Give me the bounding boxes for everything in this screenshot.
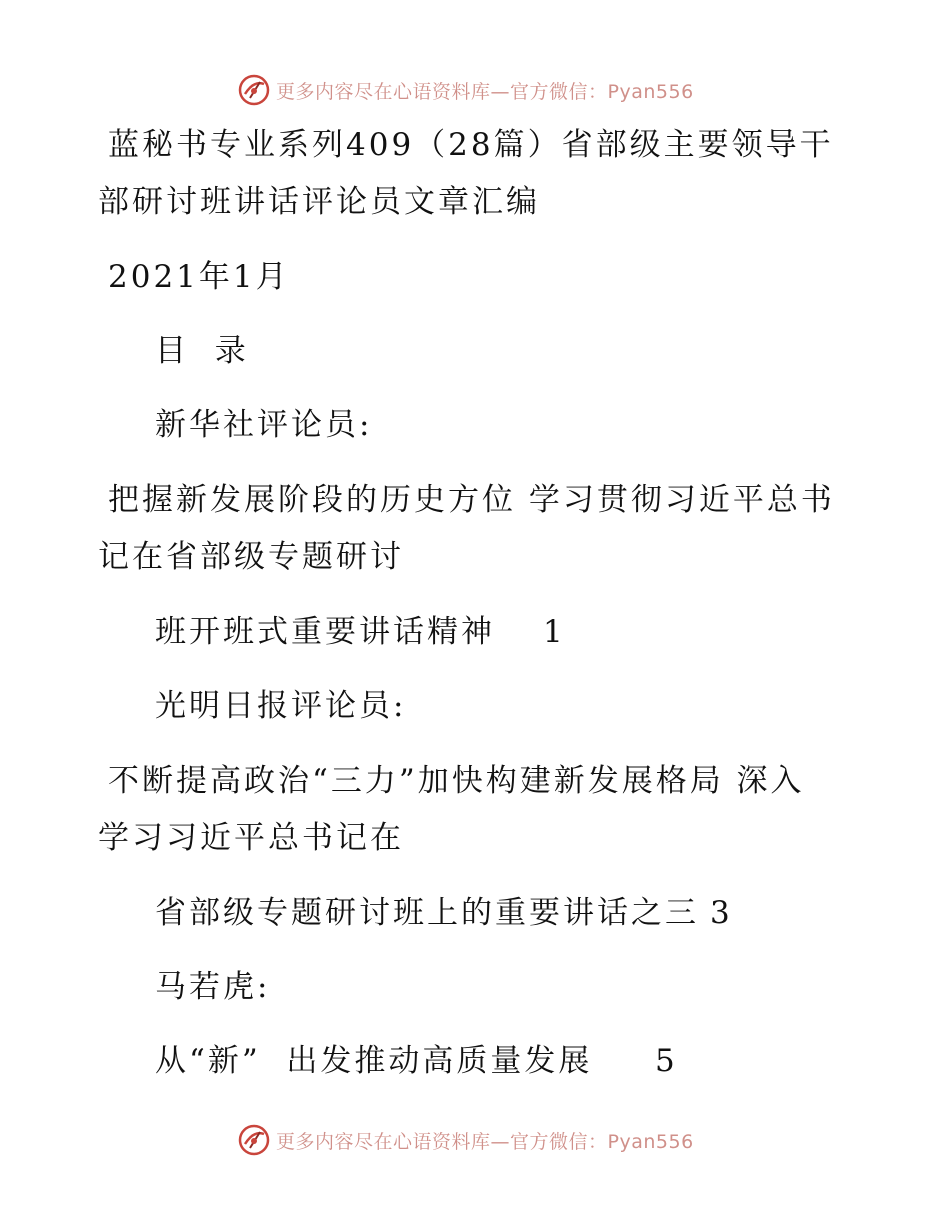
toc-entry-title-line: 记在省部级专题研讨 <box>98 539 404 575</box>
toc-entry-title-line: 把握新发展阶段的历史方位 学习贯彻习近平总书 <box>108 482 835 518</box>
toc-page-number: 1 <box>543 614 566 650</box>
watermark-text: 更多内容尽在心语资料库—官方微信：Pyan556 <box>276 1130 694 1153</box>
header-watermark <box>236 72 694 108</box>
toc-entry-title-line: 学习习近平总书记在 <box>98 820 404 856</box>
toc-entry-author: 新华社评论员: <box>155 407 373 443</box>
document-title-line-2: 部研讨班讲话评论员文章汇编 <box>98 184 540 220</box>
toc-entry-author: 光明日报评论员: <box>155 688 407 724</box>
toc-page-number: 3 <box>710 895 733 931</box>
toc-entry-author: 马若虎: <box>155 969 271 1005</box>
toc-heading: 目 录 <box>155 333 249 369</box>
document-date: 2021年1月 <box>108 259 290 295</box>
toc-entry-title-line: 从“新” 出发推动高质量发展 <box>155 1043 593 1079</box>
seal-logo-icon <box>236 72 272 108</box>
toc-entry-title-line: 班开班式重要讲话精神 <box>155 614 495 650</box>
seal-logo-icon <box>236 1122 272 1158</box>
document-title-line-1: 蓝秘书专业系列409（28篇）省部级主要领导干 <box>108 127 834 163</box>
footer-watermark <box>236 1122 694 1158</box>
watermark-text: 更多内容尽在心语资料库—官方微信：Pyan556 <box>276 80 694 103</box>
toc-entry-title-line: 省部级专题研讨班上的重要讲话之三 <box>155 895 699 931</box>
toc-page-number: 5 <box>655 1043 678 1079</box>
toc-entry-title-line: 不断提高政治“三力”加快构建新发展格局 深入 <box>108 763 805 799</box>
